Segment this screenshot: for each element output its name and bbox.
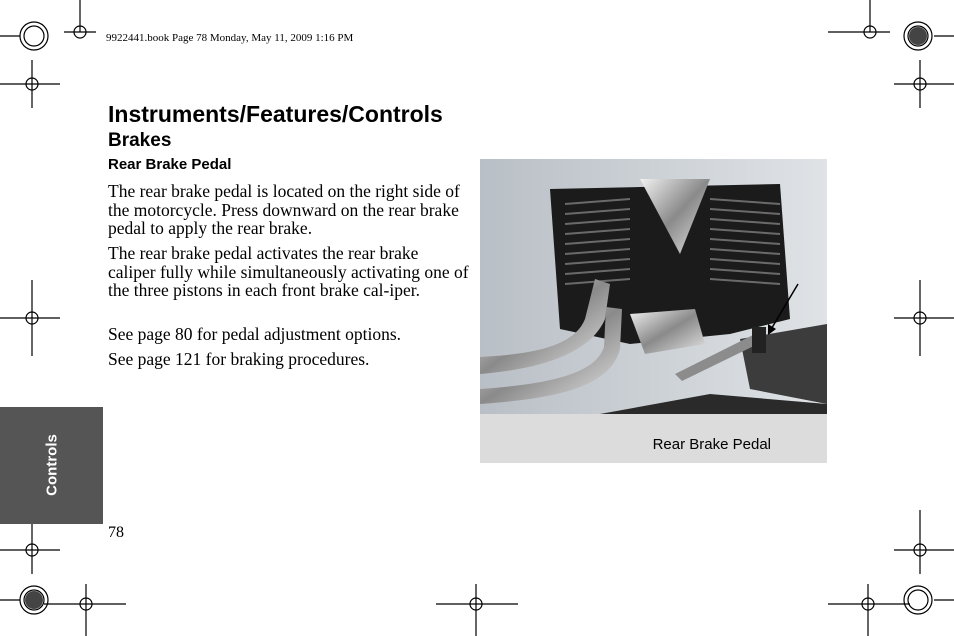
paragraph-operation: The rear brake pedal activates the rear brake caliper fully while simultaneously activating one of the three pistons in each front brake cal-iper. — [108, 243, 469, 300]
page-title: Instruments/Features/Controls — [108, 101, 443, 127]
rear-brake-pedal-figure — [480, 159, 827, 463]
figure-caption: Rear Brake Pedal — [652, 436, 771, 453]
print-info-line: 9922441.book Page 78 Monday, May 11, 2009 1:16 PM — [106, 32, 354, 44]
paragraph-adjustment-ref: See page 80 for pedal adjustment options. — [108, 324, 402, 344]
motorcycle-engine-photo — [480, 159, 827, 463]
subsection-heading: Rear Brake Pedal — [108, 156, 232, 173]
paragraph-location: The rear brake pedal is located on the right side of the motorcycle. Press downward on the rear brake pedal to apply the rear brake. — [108, 181, 460, 238]
page-number: 78 — [108, 524, 124, 541]
paragraph-braking-ref: See page 121 for braking procedures. — [108, 349, 370, 369]
chapter-side-tab — [0, 407, 103, 524]
section-heading: Brakes — [108, 130, 172, 151]
chapter-tab-label: Controls — [43, 434, 61, 496]
